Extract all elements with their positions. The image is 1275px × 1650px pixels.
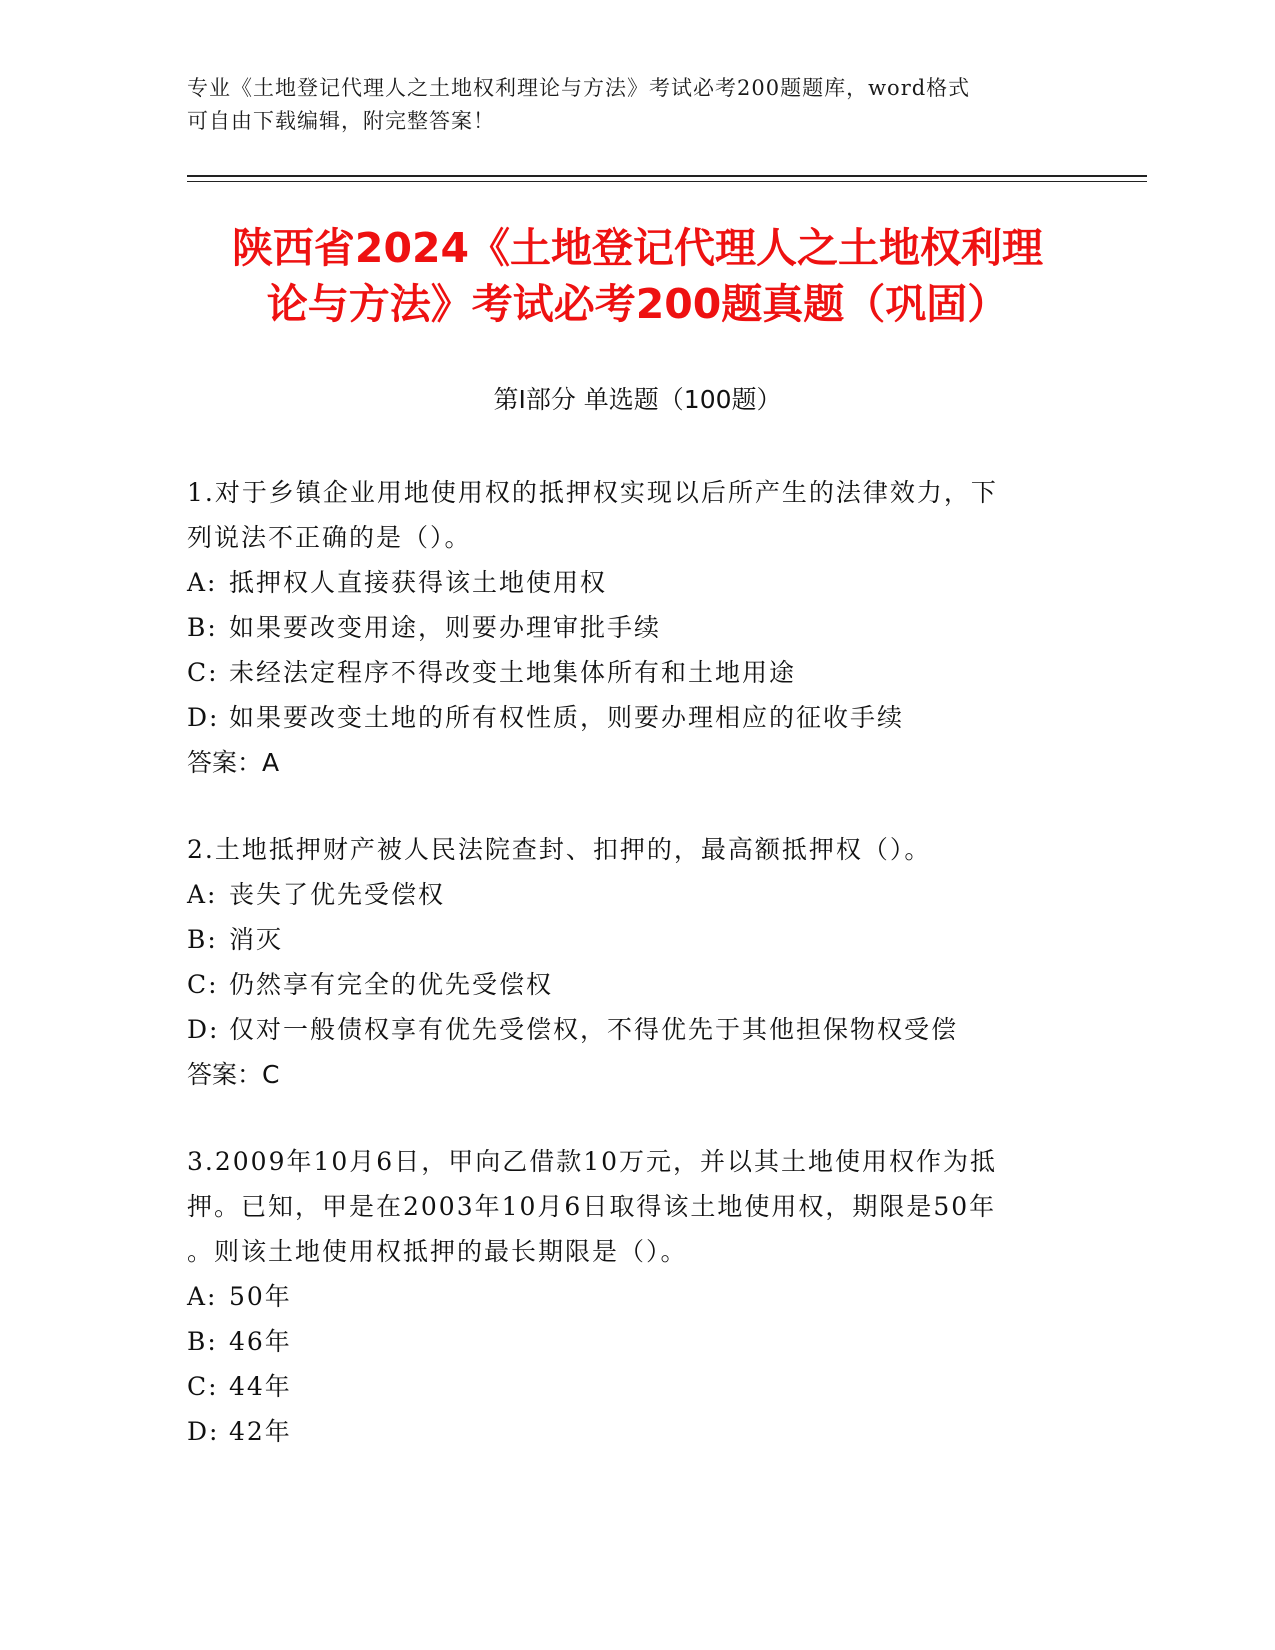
option-text: 50年 [229,1282,292,1311]
option-text: 46年 [229,1327,292,1356]
option-key: A: [187,1282,218,1311]
answer-option-c [187,650,1072,695]
question-stem: 押。已知，甲是在2003年10月6日取得该土地使用权，期限是50年 [187,1192,997,1221]
option-text: 抵押权人直接获得该土地使用权 [229,568,608,597]
option-key: A: [187,568,218,597]
option-text: 仅对一般债权享有优先受偿权，不得优先于其他担保物权受偿 [229,1015,959,1044]
option-key: D: [187,703,220,732]
answer-option-a [187,872,1072,917]
option-key: B: [187,1327,218,1356]
header-note [187,72,1067,138]
option-text: 如果要改变土地的所有权性质，则要办理相应的征收手续 [229,703,905,732]
option-text: 如果要改变用途，则要办理审批手续 [229,613,662,642]
page-title [150,220,1125,332]
answer-option-a [187,1274,1072,1319]
option-key: B: [187,925,218,954]
header-divider-thin [187,181,1147,182]
page-title-line: 陕西省2024《土地登记代理人之土地权利理 [231,224,1044,272]
answer-option-d [187,1409,1072,1454]
option-text: 丧失了优先受偿权 [229,880,446,909]
option-text: 仍然享有完全的优先受偿权 [229,970,554,999]
question-stem: 。则该土地使用权抵押的最长期限是（）。 [187,1237,688,1266]
answer-option-d [187,695,1072,740]
question-item [187,827,1072,1097]
option-text: 未经法定程序不得改变土地集体所有和土地用途 [229,658,797,687]
option-key: D: [187,1417,220,1446]
question-item [187,470,1072,785]
answer-option-b [187,1319,1072,1364]
section-heading: 第Ⅰ部分 单选题（100题） [493,385,782,414]
answer-option-b [187,917,1072,962]
answer-option-d [187,1007,1072,1052]
page-title-line: 论与方法》考试必考200题真题（巩固） [266,280,1009,328]
answer-key: 答案：C [187,1060,280,1089]
answer-option-a [187,560,1072,605]
answer-option-c [187,1364,1072,1409]
option-key: C: [187,970,219,999]
question-stem: 3.2009年10月6日，甲向乙借款10万元，并以其土地使用权作为抵 [187,1147,998,1176]
option-key: B: [187,613,218,642]
question-item [187,1139,1072,1454]
answer-option-c [187,962,1072,1007]
answer-key: 答案：A [187,748,280,777]
option-key: A: [187,880,218,909]
option-key: C: [187,658,219,687]
question-stem: 列说法不正确的是（）。 [187,523,472,552]
question-stem: 2.土地抵押财产被人民法院查封、扣押的，最高额抵押权（）。 [187,835,932,864]
option-text: 44年 [229,1372,292,1401]
option-key: C: [187,1372,219,1401]
option-text: 消灭 [229,925,284,954]
header-note-line: 专业《土地登记代理人之土地权利理论与方法》考试必考200题题库，word格式 [187,76,971,100]
header-divider [187,175,1147,177]
question-stem: 1.对于乡镇企业用地使用权的抵押权实现以后所产生的法律效力，下 [187,478,998,507]
header-note-line: 可自由下载编辑，附完整答案！ [187,109,495,133]
question-list [187,470,1072,1496]
answer-option-b [187,605,1072,650]
option-key: D: [187,1015,220,1044]
option-text: 42年 [229,1417,292,1446]
